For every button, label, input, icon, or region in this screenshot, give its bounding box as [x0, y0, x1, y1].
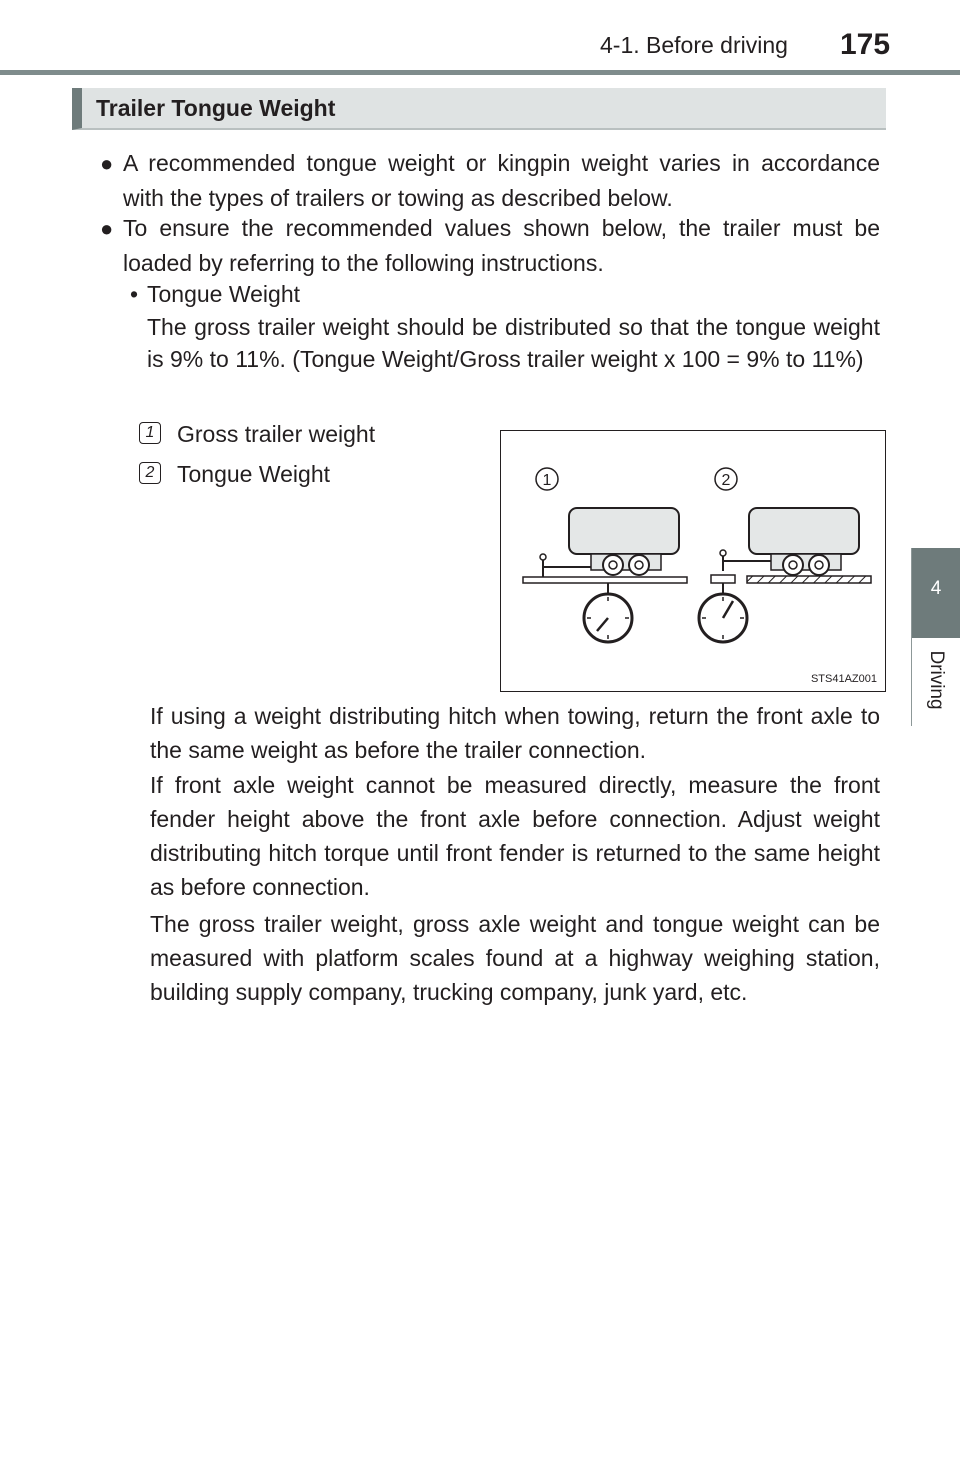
bullet-item	[100, 146, 880, 216]
callout-number-badge: 1	[139, 422, 161, 444]
header-section-title: 4-1. Before driving	[600, 32, 788, 58]
sub-bullet-body: The gross trailer weight should be distributed so that the tongue weight is 9% to 11%. (Tongue Weight/Gross trailer weight x 100 = 9% to 11%)	[147, 314, 880, 372]
paragraph: If front axle weight cannot be measured directly, measure the front fender height above the front axle before connection. Adjust weight distributing hitch torque until front fender is returned to the same height as before connection.	[150, 772, 880, 900]
bullet-text: To ensure the recommended values shown below, the trailer must be loaded by referring to the following instructions.	[123, 215, 880, 276]
paragraph: The gross trailer weight, gross axle weight and tongue weight can be measured with platform scales found at a highway weighing station, building supply company, trucking company, junk yard, etc.	[150, 911, 880, 1005]
header-rule	[0, 70, 960, 75]
scale-platform	[523, 577, 687, 583]
bullet-item	[100, 211, 880, 281]
callout-2-label: 2	[721, 472, 731, 489]
sub-bullet-title: Tongue Weight	[147, 281, 301, 307]
tongue-weight-trailer	[720, 508, 859, 575]
legend-label: Tongue Weight	[177, 461, 331, 487]
figure-code: STS41AZ001	[810, 673, 877, 685]
sub-bullet-item	[130, 278, 880, 310]
legend-label: Gross trailer weight	[177, 421, 376, 447]
section-title: Trailer Tongue Weight	[96, 95, 336, 121]
trailer-scale-diagram	[501, 431, 887, 693]
page-number: 175	[840, 28, 891, 61]
bullet-text: A recommended tongue weight or kingpin weight varies in accordance with the types of trailers or towing as described below.	[123, 150, 880, 211]
tongue-gauge-icon	[699, 594, 747, 642]
chapter-tab	[912, 548, 960, 638]
ground-hatch	[747, 576, 871, 583]
trailer-weighing-illustration	[500, 430, 886, 692]
bullet-icon: ●	[100, 151, 114, 176]
callout-number-badge: 2	[139, 462, 161, 484]
callout-1-label: 1	[542, 472, 552, 489]
chapter-label: Driving	[926, 650, 947, 710]
sub-bullet-dot: •	[130, 281, 139, 307]
gross-weight-trailer	[540, 508, 679, 577]
chapter-number: 4	[930, 578, 942, 599]
section-title-bar	[72, 88, 886, 130]
paragraph: If using a weight distributing hitch when towing, return the front axle to the same weight as before the trailer connection.	[150, 703, 880, 763]
tongue-scale-pad	[711, 575, 735, 583]
scale-gauge-icon	[584, 594, 632, 642]
bullet-icon: ●	[100, 216, 114, 241]
